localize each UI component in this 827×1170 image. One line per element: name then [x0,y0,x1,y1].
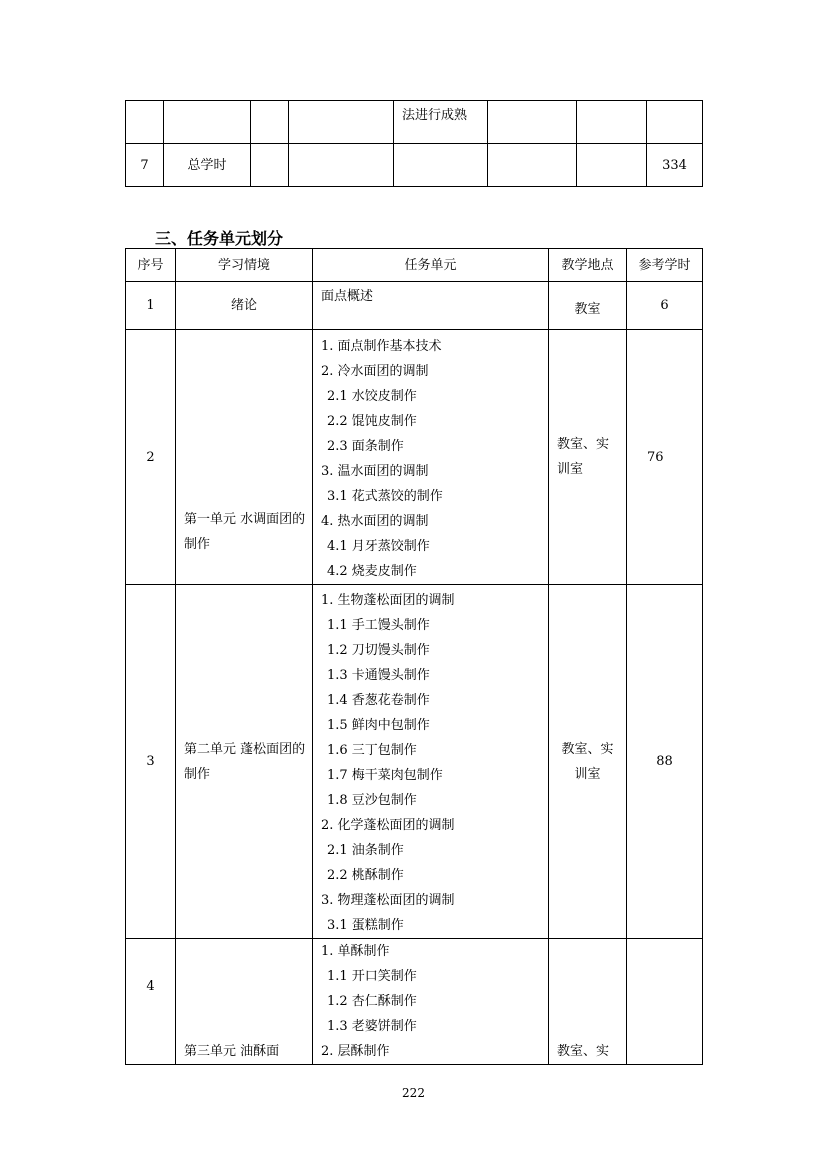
row-situation: 第二单元 蓬松面团的制作 [176,585,313,939]
curriculum-table-continued [125,100,703,187]
table-row [126,585,703,939]
page-number: 222 [402,1086,425,1100]
total-hours-label: 总学时 [164,144,251,187]
table-row [126,282,703,330]
header-situation: 学习情境 [176,249,313,282]
table-row [126,330,703,585]
row-situation: 绪论 [176,282,313,330]
row-units: 1. 面点制作基本技术 2. 冷水面团的调制 2.1 水饺皮制作 2.2 馄饨皮制作 2.3 面条制作 3. 温水面团的调制 3.1 花式蒸饺的制作 4. 热水面团的调制 4.1 月牙蒸饺制作 4.2 烧麦皮制作 [313,330,549,585]
row-number: 1 [126,282,176,330]
row-number: 7 [126,144,164,187]
row-location: 教室、实 [549,939,627,1065]
header-units: 任务单元 [313,249,549,282]
header-location: 教学地点 [549,249,627,282]
row-hours [627,939,703,1065]
row-situation: 第一单元 水调面团的制作 [176,330,313,585]
header-number: 序号 [126,249,176,282]
row-location: 教室、实训室 [549,585,627,939]
header-hours: 参考学时 [627,249,703,282]
row-location: 教室、实训室 [549,330,627,585]
row-situation: 第三单元 油酥面 [176,939,313,1065]
table-cell: 法进行成熟 [394,101,488,144]
table-header-row [126,249,703,282]
row-units: 1. 生物蓬松面团的调制 1.1 手工馒头制作 1.2 刀切馒头制作 1.3 卡通馒头制作 1.4 香葱花卷制作 1.5 鲜肉中包制作 1.6 三丁包制作 1.7 梅干菜肉包制作 1.8 豆沙包制作 2. 化学蓬松面团的调制 2.1 油条制作 2.2 桃酥制作 3. 物理蓬松面团的调制 3.1 蛋糕制作 [313,585,549,939]
row-hours: 76 [627,330,703,585]
row-location: 教室 [549,282,627,330]
section-title: 三、任务单元划分 [155,229,284,248]
task-unit-table [125,248,703,1065]
row-hours: 88 [627,585,703,939]
row-units: 1. 单酥制作 1.1 开口笑制作 1.2 杏仁酥制作 1.3 老婆饼制作 2. 层酥制作 [313,939,549,1065]
row-hours: 6 [627,282,703,330]
row-number: 3 [126,585,176,939]
table-row [126,101,703,144]
table-row [126,144,703,187]
total-hours-value: 334 [647,144,703,187]
table-row [126,939,703,1065]
row-units: 面点概述 [313,282,549,330]
row-number: 2 [126,330,176,585]
row-number: 4 [126,939,176,1065]
